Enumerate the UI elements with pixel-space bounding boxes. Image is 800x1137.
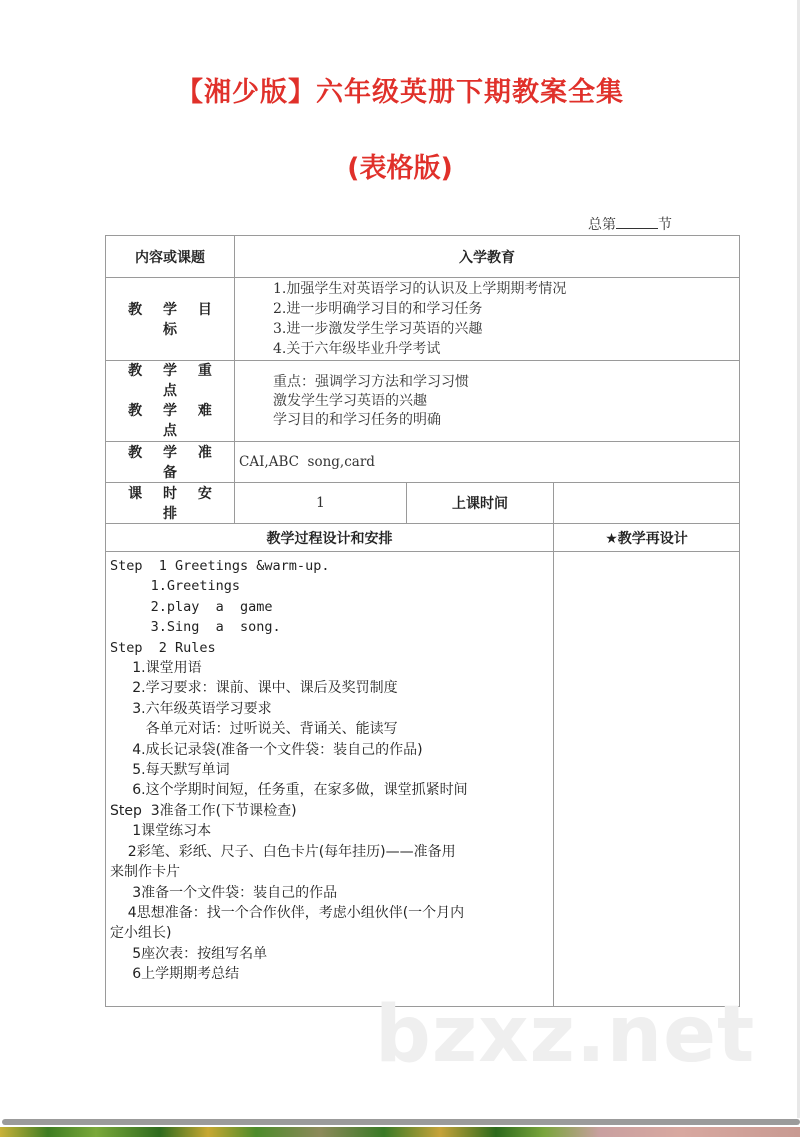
objectives-label: 教 学 目 标 bbox=[106, 278, 235, 361]
class-time-value bbox=[554, 483, 740, 524]
preparation-label: 教 学 准 备 bbox=[106, 442, 235, 483]
key-points-list bbox=[235, 361, 740, 442]
class-time-label: 上课时间 bbox=[407, 483, 554, 524]
process-line: 各单元对话：过听说关、背诵关、能读写 bbox=[110, 721, 398, 738]
key-point-item: 学习目的和学习任务的明确 bbox=[273, 411, 441, 428]
process-header: 教学过程设计和安排 bbox=[106, 524, 554, 552]
process-line: 定小组长) bbox=[110, 925, 172, 942]
key-points-label bbox=[106, 361, 235, 442]
lesson-count bbox=[588, 214, 672, 234]
row-objectives bbox=[106, 278, 740, 361]
objective-item: 1.加强学生对英语学习的认识及上学期期考情况 bbox=[273, 281, 567, 297]
process-line: Step 3准备工作(下节课检查) bbox=[110, 802, 297, 819]
process-line: 3.Sing a song. bbox=[110, 619, 281, 636]
process-line: 4.成长记录袋(准备一个文件袋：装自己的作品) bbox=[110, 741, 423, 758]
process-line: Step 1 Greetings &warm-up. bbox=[110, 558, 330, 574]
horizontal-scrollbar[interactable] bbox=[2, 1119, 800, 1125]
process-line: 5座次表：按组写名单 bbox=[110, 945, 268, 962]
process-line: 6.这个学期时间短，任务重，在家多做，课堂抓紧时间 bbox=[110, 782, 468, 799]
row-preparation bbox=[106, 442, 740, 483]
objective-item: 3.进一步激发学生学习英语的兴趣 bbox=[273, 321, 483, 337]
lesson-count-prefix: 总第 bbox=[588, 217, 616, 233]
objective-item: 4.关于六年级毕业升学考试 bbox=[273, 341, 441, 357]
row-key-points bbox=[106, 361, 740, 442]
background-photo-strip bbox=[0, 1127, 800, 1137]
process-line: 3.六年级英语学习要求 bbox=[110, 700, 272, 717]
process-line: 1.课堂用语 bbox=[110, 660, 202, 677]
process-line: 2.学习要求：课前、课中、课后及奖罚制度 bbox=[110, 680, 398, 697]
row-process bbox=[106, 552, 740, 1007]
document-subtitle: (表格版) bbox=[347, 153, 453, 184]
process-line: 6上学期期考总结 bbox=[110, 966, 240, 983]
redesign-header: ★教学再设计 bbox=[554, 524, 740, 552]
objectives-list bbox=[235, 278, 740, 361]
watermark: bzxz.net bbox=[375, 990, 756, 1080]
key-point-item: 重点：强调学习方法和学习习惯 bbox=[273, 373, 469, 390]
process-line: 4思想准备：找一个合作伙伴，考虑小组伙伴(一个月内 bbox=[110, 904, 465, 921]
lesson-plan-table bbox=[105, 235, 740, 1007]
schedule-label: 课 时 安 排 bbox=[106, 483, 235, 524]
process-line: 2彩笔、彩纸、尺子、白色卡片(每年挂历)——准备用 bbox=[110, 843, 456, 860]
periods-value: 1 bbox=[235, 483, 407, 524]
process-line: 2.play a game bbox=[110, 598, 273, 615]
row-schedule bbox=[106, 483, 740, 524]
key-points-label-1: 教 学 重 点 bbox=[128, 363, 220, 399]
row-topic bbox=[106, 236, 740, 278]
process-line: 1课堂练习本 bbox=[110, 823, 212, 840]
document-title: 【湘少版】六年级英册下期教案全集 bbox=[176, 77, 624, 108]
topic-value: 入学教育 bbox=[235, 236, 740, 278]
process-line: 5.每天默写单词 bbox=[110, 762, 230, 779]
key-point-item: 激发学生学习英语的兴趣 bbox=[273, 392, 427, 409]
lesson-count-suffix: 节 bbox=[658, 217, 672, 233]
process-line: Step 2 Rules bbox=[110, 639, 216, 656]
process-line: 来制作卡片 bbox=[110, 864, 180, 881]
process-line: 1.Greetings bbox=[110, 578, 241, 595]
row-section-headers bbox=[106, 524, 740, 552]
objective-item: 2.进一步明确学习目的和学习任务 bbox=[273, 301, 483, 317]
preparation-value: CAI,ABC song,card bbox=[235, 442, 740, 483]
topic-label: 内容或课题 bbox=[106, 236, 235, 278]
redesign-content bbox=[554, 552, 740, 1007]
process-content bbox=[106, 552, 554, 1007]
key-points-label-2: 教 学 难 点 bbox=[128, 403, 220, 439]
lesson-count-blank bbox=[616, 214, 658, 229]
process-line: 3准备一个文件袋：装自己的作品 bbox=[110, 884, 338, 901]
